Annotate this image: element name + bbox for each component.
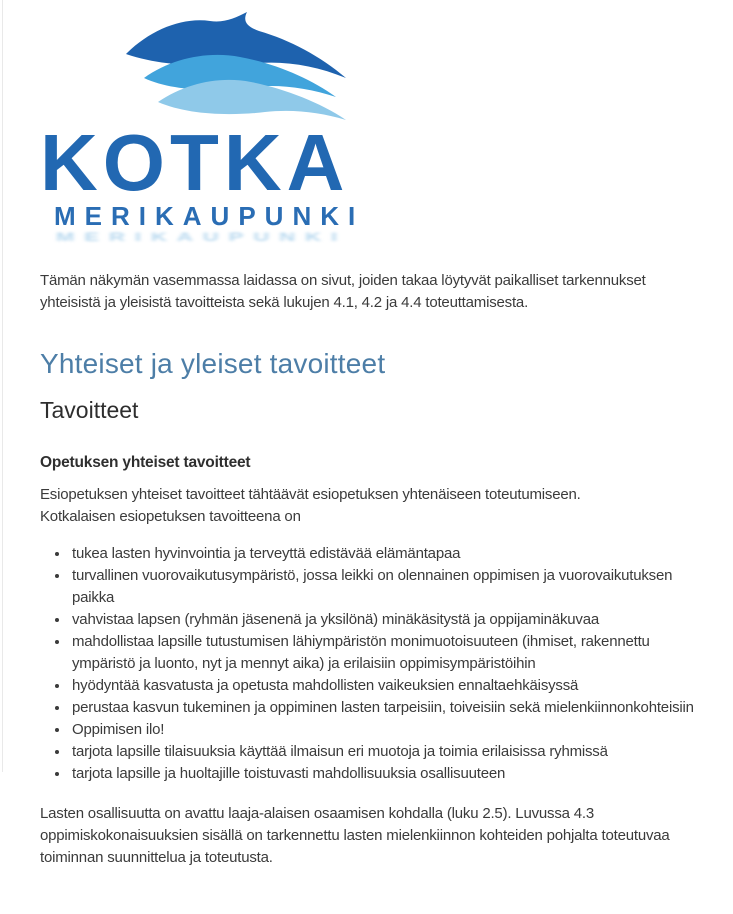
kotka-logo <box>40 12 696 246</box>
list-item: • hyödyntää kasvatusta ja opetusta mahdollisten vaikeuksien ennaltaehkäisyssä <box>70 675 696 697</box>
logo-title: KOTKA <box>40 118 350 207</box>
list-item: • vahvistaa lapsen (ryhmän jäsenenä ja yksilönä) minäkäsitystä ja oppijaminäkuvaa <box>70 609 696 631</box>
left-border-line <box>2 0 3 772</box>
logo-subtitle: MERIKAUPUNKI <box>54 201 365 231</box>
list-item: • tarjota lapsille ja huoltajille toistuvasti mahdollisuuksia osallisuuteen <box>70 763 696 785</box>
lead-paragraph <box>40 484 696 528</box>
logo-subtitle-ghost: MERIKAUPUNKI <box>56 230 348 244</box>
list-item: • perustaa kasvun tukeminen ja oppiminen lasten tarpeisiin, toiveisiin sekä mielenkiinnonkohteisiin <box>70 697 696 719</box>
list-item: • tarjota lapsille tilaisuuksia käyttää ilmaisun eri muotoja ja toimia erilaisissa ryhmissä <box>70 741 696 763</box>
goals-list <box>40 543 696 785</box>
section-subtitle: Tavoitteet <box>40 397 139 423</box>
list-item: • mahdollistaa lapsille tutustumisen lähiympäristön monimuotoisuuteen (ihmiset, rakennettu ympäristö ja luonto, nyt ja mennyt aika) ja erilaisiin oppimisympäristöihin <box>70 631 696 675</box>
intro-paragraph: Tämän näkymän vasemmassa laidassa on sivut, joiden takaa löytyvät paikalliset tarkennukset yhteisistä ja yleisistä tavoitteista sekä lukujen 4.1, 4.2 ja 4.4 toteuttamisesta. <box>40 272 646 311</box>
kotka-waves-icon <box>124 12 348 126</box>
list-item: • turvallinen vuorovaikutusympäristö, jossa leikki on olennainen oppimisen ja vuorovaikutuksen paikka <box>70 565 696 609</box>
list-item: • Oppimisen ilo! <box>70 719 696 741</box>
lead-line-1: Esiopetuksen yhteiset tavoitteet tähtäävät esiopetuksen yhtenäiseen toteutumiseen. <box>40 486 581 503</box>
page-title: Yhteiset ja yleiset tavoitteet <box>40 348 386 379</box>
lead-line-2: Kotkalaisen esiopetuksen tavoitteena on <box>40 508 301 525</box>
subsection-heading: Opetuksen yhteiset tavoitteet <box>40 454 251 471</box>
closing-paragraph: Lasten osallisuutta on avattu laaja-alaisen osaamisen kohdalla (luku 2.5). Luvussa 4.3 oppimiskokonaisuuksien sisällä on tarkennettu lasten mielenkiinnon kohteiden pohjalta toteutuvaa toiminnan suunnittelua ja toteutusta. <box>40 805 670 866</box>
list-item: • tukea lasten hyvinvointia ja terveyttä edistävää elämäntapaa <box>70 543 696 565</box>
